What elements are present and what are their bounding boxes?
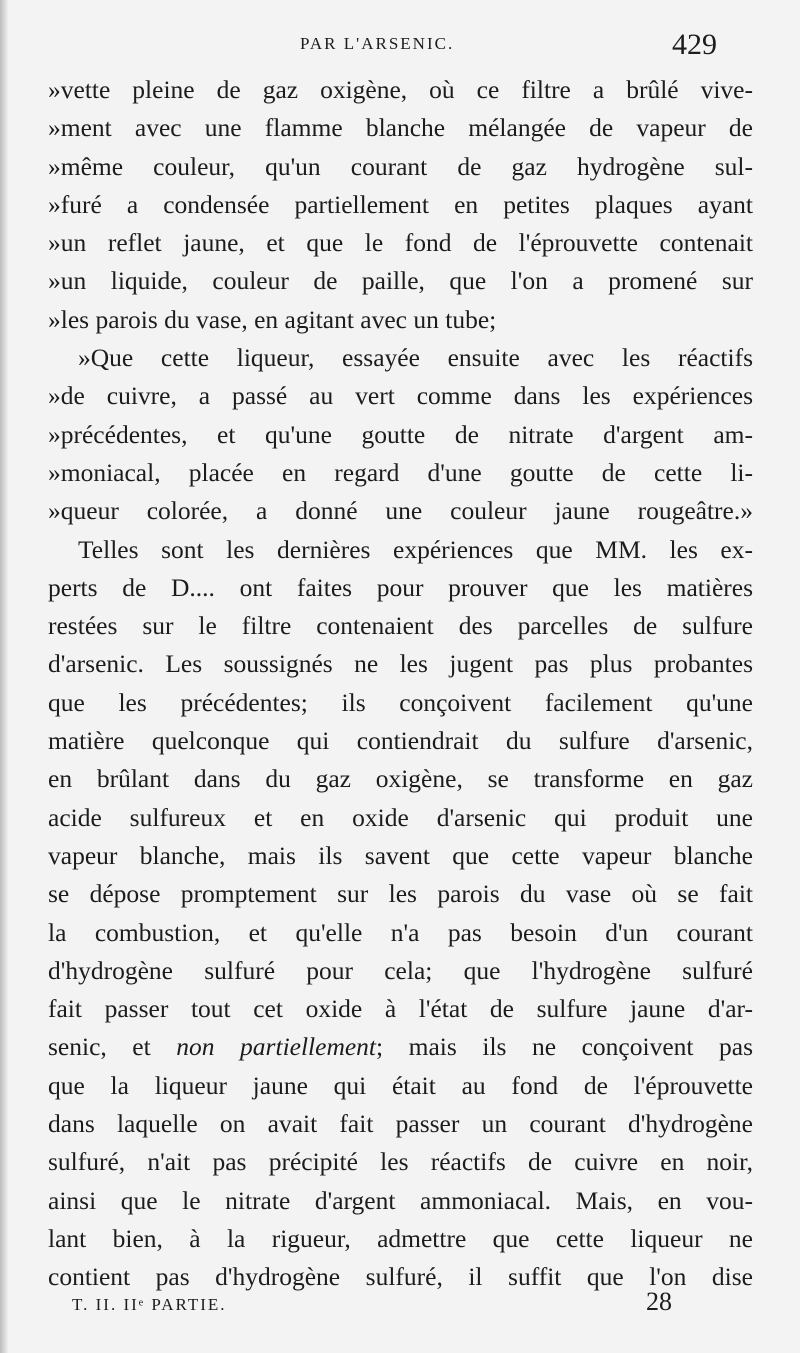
text-line: »même couleur, qu'un courant de gaz hydrogène sul- [48,151,753,181]
text-line: »un reflet jaune, et que le fond de l'éprouvette contenait [48,228,753,258]
text-line: »vette pleine de gaz oxigène, où ce filtre a brûlé vive- [48,75,753,104]
page-footer [0,1287,800,1323]
page-number: 429 [672,28,717,61]
text-line: »un liquide, couleur de paille, que l'on a promené sur [48,266,753,296]
text-line: d'arsenic. Les soussignés ne les jugent pas plus probantes [48,649,753,679]
text-segment: ; mais ils ne conçoivent pas [376,1032,753,1062]
text-line: Telles sont les dernières expériences que MM. les ex- [78,534,753,564]
text-line: que les précédentes; ils conçoivent facilement qu'une [48,687,753,717]
text-line-italic-phrase [48,1028,753,1066]
running-title: PAR L'ARSENIC. [300,34,455,53]
text-line: lant bien, à la rigueur, admettre que cette liqueur ne [48,1223,753,1253]
text-line: ainsi que le nitrate d'argent ammoniacal. Mais, en vou- [48,1185,753,1215]
text-line: matière quelconque qui contiendrait du sulfure d'arsenic, [48,726,753,756]
text-line: acide sulfureux et en oxide d'arsenic qui produit une [48,802,753,832]
signature-number: 28 [646,1287,672,1316]
text-line: contient pas d'hydrogène sulfuré, il suffit que l'on dise [48,1262,753,1292]
text-line: la combustion, et qu'elle n'a pas besoin d'un courant [48,917,753,947]
text-line: »furé a condensée partiellement en petites plaques ayant [48,189,753,219]
text-line: se dépose promptement sur les parois du vase où se fait [48,879,753,909]
text-line: restées sur le filtre contenaient des parcelles de sulfure [48,611,753,641]
text-line: »les parois du vase, en agitant avec un tube; [48,304,497,334]
text-line: »précédentes, et qu'une goutte de nitrate d'argent am- [48,419,753,449]
text-line: sulfuré, n'ait pas précipité les réactifs de cuivre en noir, [48,1147,753,1177]
text-line: »moniacal, placée en regard d'une goutte de cette li- [48,457,753,487]
volume-signature: T. II. IIᵉ PARTIE. [72,1295,227,1314]
text-line: d'hydrogène sulfuré pour cela; que l'hydrogène sulfuré [48,955,753,985]
text-segment: senic, et [48,1032,177,1062]
text-line: dans laquelle on avait fait passer un courant d'hydrogène [48,1109,753,1139]
italic-phrase: non partiellement [176,1032,377,1062]
body-text [48,71,753,1297]
text-line: vapeur blanche, mais ils savent que cette vapeur blanche [48,840,753,870]
text-line: fait passer tout cet oxide à l'état de sulfure jaune d'ar- [48,994,753,1024]
text-line: perts de D.... ont faites pour prouver que les matières [48,572,753,602]
text-line: que la liqueur jaune qui était au fond de l'éprouvette [48,1070,753,1100]
text-line: »de cuivre, a passé au vert comme dans les expériences [48,381,753,411]
page-edge-shadow [0,0,8,1353]
text-line: »ment avec une flamme blanche mélangée de vapeur de [48,113,753,143]
text-line: en brûlant dans du gaz oxigène, se transforme en gaz [48,764,753,794]
text-line: »queur colorée, a donné une couleur jaune rougeâtre.» [48,496,753,526]
text-line: »Que cette liqueur, essayée ensuite avec les réactifs [78,343,753,373]
running-head [0,28,800,64]
